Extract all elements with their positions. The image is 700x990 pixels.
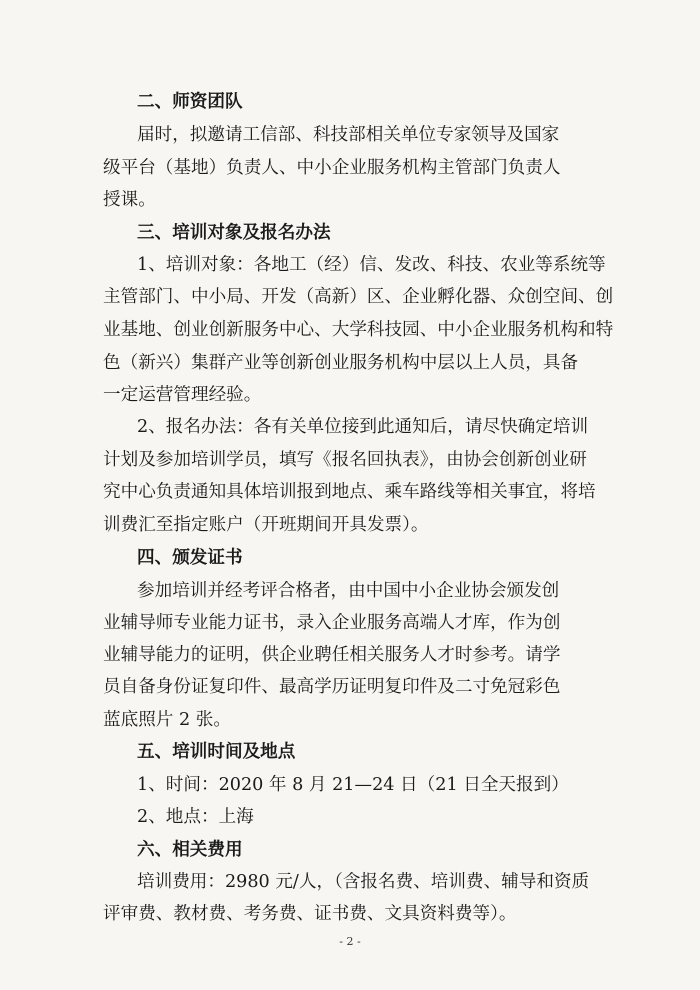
paragraph-line: 届时，拟邀请工信部、科技部相关单位专家领导及国家 [137,125,560,145]
paragraph-line: 训费汇至指定账户（开班期间开具发票）。 [103,515,429,535]
section-heading-fees: 六、相关费用 [137,839,243,860]
section-heading-teachers: 二、师资团队 [137,91,243,112]
paragraph-line: 业基地、创业创新服务中心、大学科技园、中小企业服务机构和特 [103,320,614,340]
paragraph-line: 参加培训并经考评合格者，由中国中小企业协会颁发创 [137,581,560,601]
paragraph-line: 一定运营管理经验。 [103,385,262,405]
paragraph-line: 色（新兴）集群产业等创新创业服务机构中层以上人员，具备 [103,353,579,373]
paragraph-line: 蓝底照片 2 张。 [103,710,231,730]
paragraph-line: 业辅导师专业能力证书，录入企业服务高端人才库，作为创 [103,613,561,633]
section-heading-certificate: 四、颁发证书 [137,547,243,568]
section-heading-time-place: 五、培训时间及地点 [137,741,296,762]
paragraph-line: 究中心负责通知具体培训报到地点、乘车路线等相关事宜，将培 [103,482,596,502]
paragraph-line: 评审费、教材费、考务费、证书费、文具资料费等）。 [103,904,517,924]
paragraph-line: 2、报名办法：各有关单位接到此通知后，请尽快确定培训 [137,417,589,437]
paragraph-line: 培训费用：2980 元/人，（含报名费、培训费、辅导和资质 [137,872,590,892]
time-line: 1、时间：2020 年 8 月 21—24 日（21 日全天报到） [137,775,569,795]
paragraph-line: 员自备身份证复印件、最高学历证明复印件及二寸免冠彩色 [103,677,561,697]
paragraph-line: 级平台（基地）负责人、中小企业服务机构主管部门负责人 [103,158,561,178]
page-number: - 2 - [339,935,361,948]
paragraph-line: 授课。 [103,190,156,210]
paragraph-line: 主管部门、中小局、开发（高新）区、企业孵化器、众创空间、创 [103,287,614,307]
place-line: 2、地点：上海 [137,807,254,827]
paragraph-line: 计划及参加培训学员，填写《报名回执表》，由协会创新创业研 [103,450,587,470]
paragraph-line: 1、培训对象：各地工（经）信、发改、科技、农业等系统等 [137,255,606,275]
section-heading-trainees: 三、培训对象及报名办法 [137,222,331,243]
paragraph-line: 业辅导能力的证明，供企业聘任相关服务人才时参考。请学 [103,645,561,665]
